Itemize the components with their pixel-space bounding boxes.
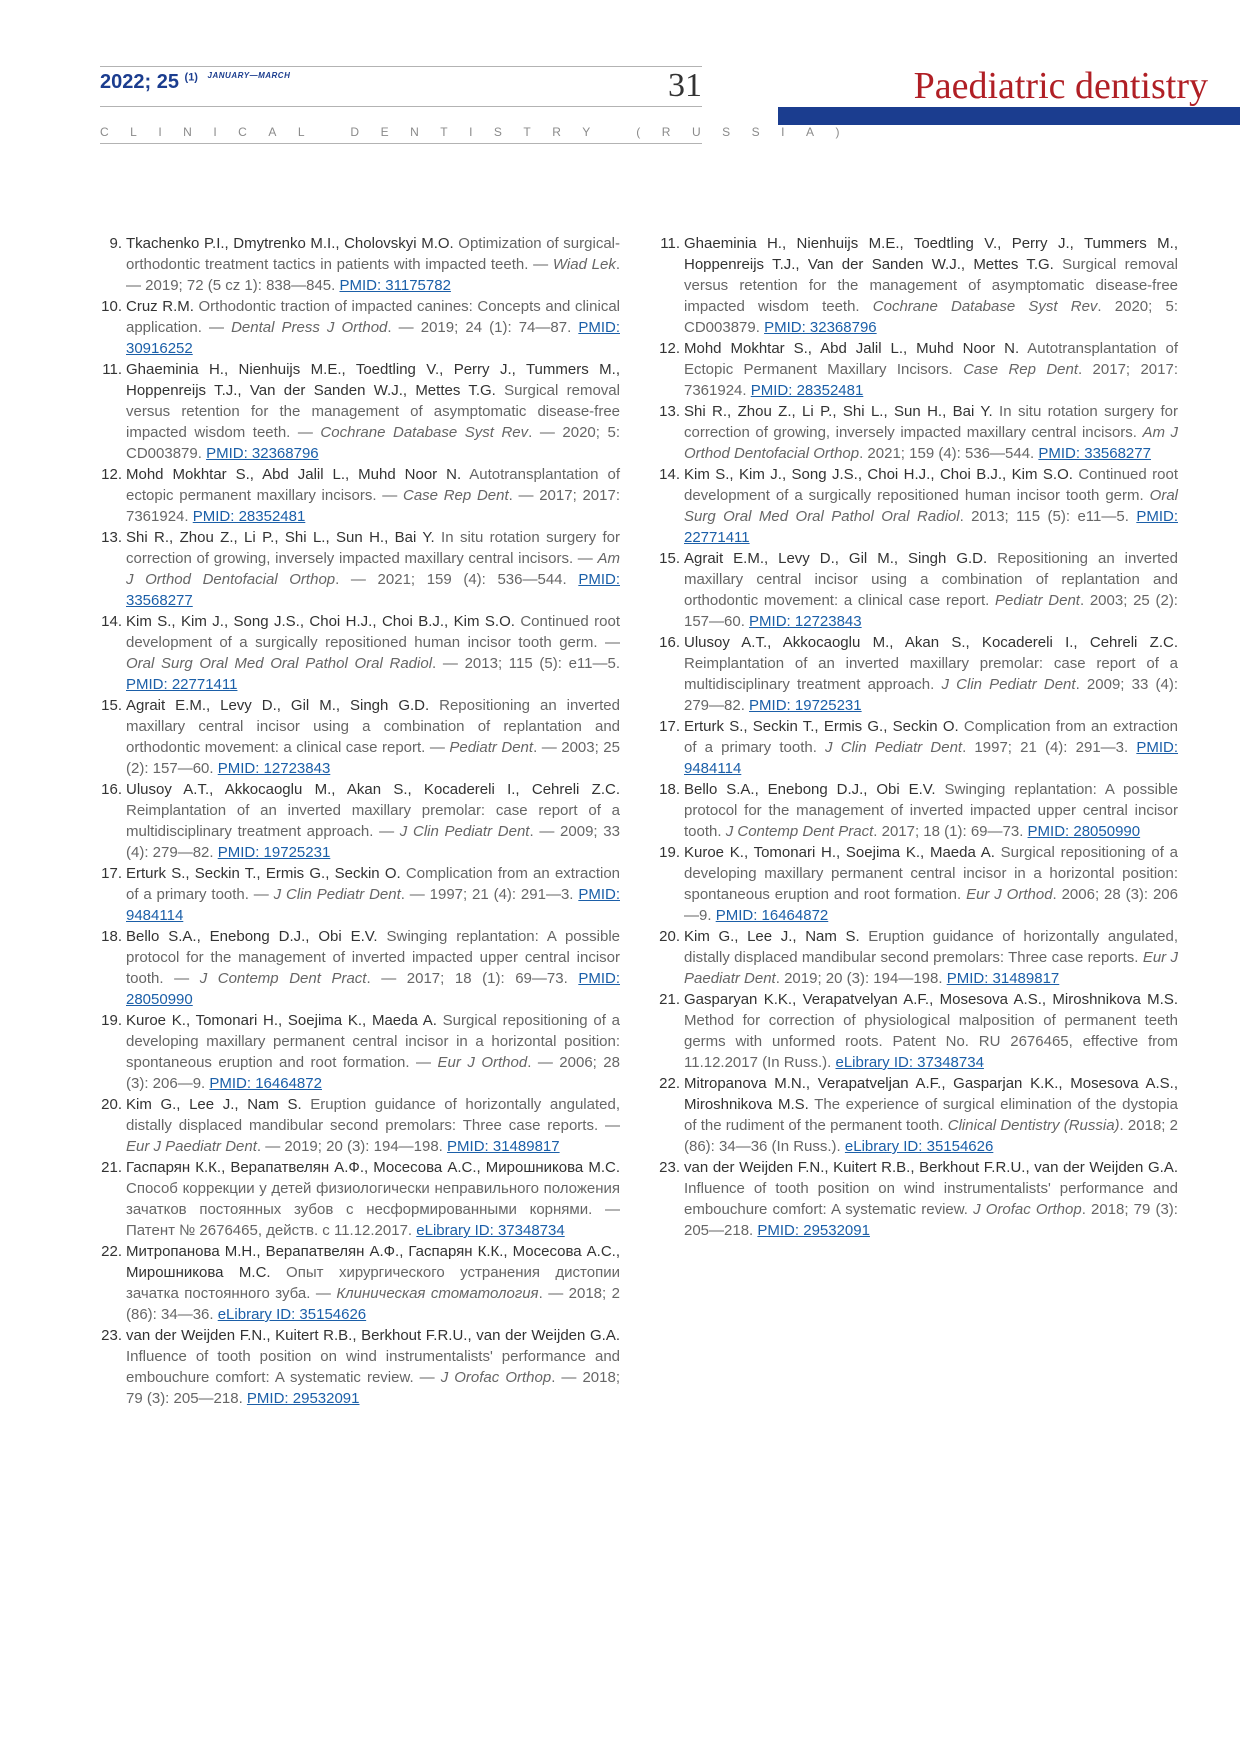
reference-item bbox=[100, 695, 620, 779]
reference-title: Surgical removal versus retention for the management of asymptomatic disease-free impacted wisdom teeth. — bbox=[126, 382, 620, 441]
reference-journal: J Clin Pediatr Dent bbox=[825, 739, 963, 756]
reference-number: 15. bbox=[659, 550, 680, 567]
reference-title: Swinging replantation: A possible protocol for the management of inverted impacted upper central incisor tooth. bbox=[684, 781, 1178, 840]
reference-list-left bbox=[100, 233, 620, 1409]
reference-item bbox=[658, 548, 1178, 632]
reference-authors: Kim G., Lee J., Nam S. bbox=[684, 928, 860, 945]
reference-link[interactable]: PMID: 22771411 bbox=[126, 676, 238, 693]
reference-link[interactable]: PMID: 22771411 bbox=[684, 508, 1178, 546]
reference-link[interactable]: PMID: 31489817 bbox=[447, 1138, 560, 1155]
reference-journal: Eur J Paediatr Dent bbox=[126, 1138, 257, 1155]
reference-link[interactable]: PMID: 33568277 bbox=[126, 571, 620, 609]
reference-link[interactable]: PMID: 31489817 bbox=[946, 970, 1060, 987]
reference-number: 11. bbox=[102, 361, 122, 378]
reference-item bbox=[658, 989, 1178, 1073]
reference-details: . — 2006; 28 (3): 206—9. bbox=[126, 1054, 620, 1092]
reference-details: . 2021; 159 (4): 536—544. bbox=[859, 445, 1039, 462]
reference-number: 21. bbox=[659, 991, 680, 1008]
reference-details: . 1997; 21 (4): 291—3. bbox=[962, 739, 1137, 756]
reference-title: Repositioning an inverted maxillary central incisor using a combination of replantation and orthodontic movement: a clinical case report. bbox=[684, 550, 1178, 609]
reference-journal: J Contemp Dent Pract bbox=[199, 970, 367, 987]
reference-title: Orthodontic traction of impacted canines: Concepts and clinical application. — bbox=[126, 298, 620, 336]
reference-details: . 2003; 25 (2): 157—60. bbox=[684, 592, 1178, 630]
reference-title: In situ rotation surgery for correction of growing, inversely impacted maxillary central incisors. bbox=[684, 403, 1178, 441]
reference-link[interactable]: PMID: 28050990 bbox=[1027, 823, 1141, 840]
reference-details: . — 2019; 20 (3): 194—198. bbox=[256, 1138, 448, 1155]
reference-title: Surgical removal versus retention for the management of asymptomatic disease-free impacted wisdom teeth. bbox=[684, 256, 1178, 315]
year-volume: 2022; 25 bbox=[100, 71, 179, 93]
reference-journal: Clinical Dentistry (Russia) bbox=[947, 1117, 1120, 1134]
reference-journal: Pediatr Dent bbox=[449, 739, 534, 756]
reference-journal: Cochrane Database Syst Rev bbox=[872, 298, 1098, 315]
reference-journal: Cochrane Database Syst Rev bbox=[320, 424, 529, 441]
reference-number: 9. bbox=[109, 235, 122, 252]
reference-title: In situ rotation surgery for correction of growing, inversely impacted maxillary central incisors. — bbox=[126, 529, 620, 567]
reference-title: Способ коррекции у детей физиологически неправильного положения зачатков постоянных зубов с несформированными корнями. — Патент № 2676465, действ. с 11.12.2017. bbox=[126, 1180, 620, 1239]
reference-details: . — 2013; 115 (5): e11—5. bbox=[432, 655, 620, 672]
reference-number: 14. bbox=[101, 613, 122, 630]
reference-number: 11. bbox=[660, 235, 680, 252]
reference-title: Influence of tooth position on wind instrumentalists' performance and embouchure comfort: A systematic review. — bbox=[126, 1348, 620, 1386]
reference-title: Surgical repositioning of a developing maxillary permanent central incisor in a horizontal position: spontaneous eruption and root formation. bbox=[684, 844, 1178, 903]
reference-number: 13. bbox=[101, 529, 122, 546]
reference-details: . 2018; 79 (3): 205—218. bbox=[684, 1201, 1178, 1239]
reference-link[interactable]: PMID: 29532091 bbox=[246, 1390, 360, 1407]
reference-journal: Case Rep Dent bbox=[402, 487, 509, 504]
reference-link[interactable]: PMID: 33568277 bbox=[1038, 445, 1151, 462]
reference-item bbox=[100, 1010, 620, 1094]
reference-item bbox=[658, 1157, 1178, 1241]
reference-authors: Kuroe K., Tomonari H., Soejima K., Maeda A. bbox=[684, 844, 995, 861]
reference-authors: Гаспарян К.К., Верапатвелян А.Ф., Мосесова А.С., Мирошникова М.С. bbox=[126, 1159, 620, 1176]
reference-authors: Ulusoy A.T., Akkocaoglu M., Akan S., Kocadereli I., Cehreli Z.C. bbox=[126, 781, 620, 798]
reference-details: . 2019; 20 (3): 194—198. bbox=[775, 970, 947, 987]
reference-title: The experience of surgical elimination of the dystopia of the rudiment of the permanent tooth. bbox=[684, 1096, 1178, 1134]
reference-authors: Shi R., Zhou Z., Li P., Shi L., Sun H., Bai Y. bbox=[126, 529, 435, 546]
reference-details: . 2013; 115 (5): e11—5. bbox=[959, 508, 1137, 525]
reference-number: 14. bbox=[659, 466, 680, 483]
reference-details: . 2006; 28 (3): 206—9. bbox=[684, 886, 1178, 924]
reference-authors: Tkachenko P.I., Dmytrenko M.I., Cholovskyi M.O. bbox=[126, 235, 454, 252]
reference-number: 17. bbox=[659, 718, 680, 735]
reference-journal: Eur J Paediatr Dent bbox=[684, 949, 1178, 987]
reference-authors: van der Weijden F.N., Kuitert R.B., Berkhout F.R.U., van der Weijden G.A. bbox=[684, 1159, 1178, 1176]
reference-authors: Kim S., Kim J., Song J.S., Choi H.J., Choi B.J., Kim S.O. bbox=[684, 466, 1073, 483]
reference-number: 18. bbox=[659, 781, 680, 798]
reference-link[interactable]: PMID: 28050990 bbox=[126, 970, 620, 1008]
reference-link[interactable]: PMID: 32368796 bbox=[206, 445, 319, 462]
reference-authors: Mitropanova M.N., Verapatveljan A.F., Gasparjan K.K., Mosesova A.S., Miroshnikova M.S. bbox=[684, 1075, 1178, 1113]
reference-details: . — 2017; 2017: 7361924. bbox=[126, 487, 620, 525]
reference-details: . — 2018; 2 (86): 34—36. bbox=[126, 1285, 620, 1323]
issue-info bbox=[100, 64, 700, 94]
reference-title: Reimplantation of an inverted maxillary premolar: case report of a multidisciplinary treatment approach. — bbox=[126, 802, 620, 840]
reference-journal: J Clin Pediatr Dent bbox=[273, 886, 401, 903]
reference-number: 19. bbox=[101, 1012, 122, 1029]
reference-number: 16. bbox=[659, 634, 680, 651]
reference-link[interactable]: PMID: 12723843 bbox=[749, 613, 862, 630]
reference-authors: Bello S.A., Enebong D.J., Obi E.V. bbox=[126, 928, 378, 945]
reference-item bbox=[100, 1325, 620, 1409]
reference-journal: Case Rep Dent bbox=[963, 361, 1079, 378]
reference-authors: Ghaeminia H., Nienhuijs M.E., Toedtling V., Perry J., Tummers M., Hoppenreijs T.J., Van der Sanden W.J., Mettes T.G. bbox=[126, 361, 620, 399]
reference-item bbox=[100, 233, 620, 296]
reference-details: . 2018; 2 (86): 34—36 (In Russ.). bbox=[684, 1117, 1179, 1155]
reference-authors: Erturk S., Seckin T., Ermis G., Seckin O. bbox=[126, 865, 401, 882]
reference-journal: J Contemp Dent Pract bbox=[725, 823, 874, 840]
reference-link[interactable]: PMID: 28352481 bbox=[192, 508, 306, 525]
reference-details: . — 2021; 159 (4): 536—544. bbox=[335, 571, 579, 588]
reference-item bbox=[100, 779, 620, 863]
reference-item bbox=[100, 611, 620, 695]
reference-number: 18. bbox=[101, 928, 122, 945]
reference-details: . 2017; 2017: 7361924. bbox=[684, 361, 1178, 399]
reference-number: 15. bbox=[101, 697, 122, 714]
reference-link[interactable]: eLibrary ID: 37348734 bbox=[835, 1054, 984, 1071]
reference-link[interactable]: PMID: 9484114 bbox=[126, 886, 620, 924]
reference-link[interactable]: PMID: 29532091 bbox=[757, 1222, 870, 1239]
reference-details: . — 2019; 24 (1): 74—87. bbox=[387, 319, 579, 336]
reference-title: Optimization of surgical-orthodontic treatment tactics in patients with impacted teeth. — bbox=[126, 235, 620, 273]
reference-item bbox=[658, 632, 1178, 716]
reference-details: . — 1997; 21 (4): 291—3. bbox=[400, 886, 579, 903]
reference-list-right bbox=[658, 233, 1178, 1241]
reference-number: 16. bbox=[101, 781, 122, 798]
reference-link[interactable]: PMID: 9484114 bbox=[684, 739, 1179, 777]
reference-item bbox=[658, 401, 1178, 464]
reference-title: Influence of tooth position on wind instrumentalists' performance and embouchure comfort: A systematic review. bbox=[684, 1180, 1178, 1218]
reference-item bbox=[658, 338, 1178, 401]
reference-details: . — 2019; 72 (5 cz 1): 838—845. bbox=[126, 256, 620, 294]
reference-journal: Eur J Orthod bbox=[966, 886, 1053, 903]
reference-journal: Dental Press J Orthod bbox=[231, 319, 388, 336]
reference-link[interactable]: PMID: 32368796 bbox=[764, 319, 877, 336]
reference-item bbox=[100, 1241, 620, 1325]
reference-item bbox=[658, 842, 1178, 926]
reference-title: Опыт хирургического устранения дистопии зачатка постоянного зуба. — bbox=[126, 1264, 620, 1302]
reference-link[interactable]: PMID: 16464872 bbox=[715, 907, 829, 924]
reference-link[interactable]: PMID: 19725231 bbox=[217, 844, 331, 861]
reference-details: . 2017; 18 (1): 69—73. bbox=[873, 823, 1028, 840]
reference-journal: J Clin Pediatr Dent bbox=[941, 676, 1076, 693]
reference-item bbox=[100, 1094, 620, 1157]
reference-link[interactable]: eLibrary ID: 35154626 bbox=[217, 1306, 367, 1323]
reference-number: 20. bbox=[101, 1096, 122, 1113]
reference-title: Autotransplantation of ectopic permanent maxillary incisors. — bbox=[126, 466, 620, 504]
reference-number: 12. bbox=[101, 466, 122, 483]
reference-details: . 2020; 5: CD003879. bbox=[684, 298, 1178, 336]
reference-title: Repositioning an inverted maxillary central incisor using a combination of replantation and orthodontic movement: a clinical case report. — bbox=[126, 697, 620, 756]
reference-authors: Erturk S., Seckin T., Ermis G., Seckin O. bbox=[684, 718, 959, 735]
reference-item bbox=[100, 863, 620, 926]
reference-authors: Kim G., Lee J., Nam S. bbox=[126, 1096, 302, 1113]
reference-details: . — 2003; 25 (2): 157—60. bbox=[126, 739, 620, 777]
reference-authors: Mohd Mokhtar S., Abd Jalil L., Muhd Noor N. bbox=[126, 466, 462, 483]
reference-journal: Клиническая стоматология bbox=[336, 1285, 539, 1302]
reference-item bbox=[658, 926, 1178, 989]
reference-details: . — 2017; 18 (1): 69—73. bbox=[366, 970, 579, 987]
reference-authors: Митропанова М.Н., Верапатвелян А.Ф., Гаспарян К.К., Мосесова А.С., Мирошникова М.С. bbox=[126, 1243, 620, 1281]
reference-journal: Pediatr Dent bbox=[995, 592, 1080, 609]
reference-authors: Cruz R.M. bbox=[126, 298, 194, 315]
reference-link[interactable]: PMID: 31175782 bbox=[339, 277, 451, 294]
reference-number: 22. bbox=[659, 1075, 680, 1092]
reference-details: . — 2020; 5: CD003879. bbox=[126, 424, 620, 462]
reference-title: Autotransplantation of Ectopic Permanent Maxillary Incisors. bbox=[684, 340, 1178, 378]
reference-details: . — 2018; 79 (3): 205—218. bbox=[126, 1369, 620, 1407]
reference-link[interactable]: eLibrary ID: 35154626 bbox=[844, 1138, 994, 1155]
reference-number: 21. bbox=[101, 1159, 122, 1176]
reference-item bbox=[100, 527, 620, 611]
reference-journal: Oral Surg Oral Med Oral Pathol Oral Radiol bbox=[684, 487, 1178, 525]
reference-journal: J Orofac Orthop bbox=[973, 1201, 1082, 1218]
reference-authors: Kim S., Kim J., Song J.S., Choi H.J., Choi B.J., Kim S.O. bbox=[126, 613, 515, 630]
reference-authors: Ghaeminia H., Nienhuijs M.E., Toedtling V., Perry J., Tummers M., Hoppenreijs T.J., Van der Sanden W.J., Mettes T.G. bbox=[684, 235, 1178, 273]
reference-journal: Am J Orthod Dentofacial Orthop bbox=[684, 424, 1179, 462]
reference-number: 20. bbox=[659, 928, 680, 945]
header-bottom-rule bbox=[100, 143, 702, 144]
journal-name bbox=[100, 124, 861, 140]
reference-journal: Wiad Lek bbox=[552, 256, 616, 273]
reference-item bbox=[100, 296, 620, 359]
reference-journal: J Orofac Orthop bbox=[440, 1369, 552, 1386]
reference-title: Eruption guidance of horizontally angulated, distally displaced mandibular second premolars: Three case reports. — bbox=[126, 1096, 620, 1134]
reference-authors: Gasparyan K.K., Verapatvelyan A.F., Mosesova A.S., Miroshnikova M.S. bbox=[684, 991, 1178, 1008]
reference-item bbox=[658, 233, 1178, 338]
reference-item bbox=[100, 1157, 620, 1241]
reference-number: 17. bbox=[101, 865, 122, 882]
reference-authors: Ulusoy A.T., Akkocaoglu M., Akan S., Kocadereli I., Cehreli Z.C. bbox=[684, 634, 1178, 651]
reference-title: Swinging replantation: A possible protocol for the management of inverted impacted upper central incisor tooth. — bbox=[126, 928, 620, 987]
section-accent-bar bbox=[778, 107, 1240, 125]
reference-title: Complication from an extraction of a primary tooth. bbox=[684, 718, 1178, 756]
references-left-column bbox=[100, 233, 620, 1409]
reference-number: 22. bbox=[101, 1243, 122, 1260]
reference-title: Complication from an extraction of a primary tooth. — bbox=[126, 865, 620, 903]
reference-item bbox=[658, 1073, 1178, 1157]
reference-title: Continued root development of a surgically repositioned human incisor tooth germ. bbox=[684, 466, 1178, 504]
reference-details: . 2009; 33 (4): 279—82. bbox=[684, 676, 1178, 714]
reference-link[interactable]: PMID: 28352481 bbox=[750, 382, 864, 399]
reference-details: . — 2009; 33 (4): 279—82. bbox=[126, 823, 620, 861]
section-title: Paediatric dentistry bbox=[913, 65, 1208, 107]
reference-authors: Mohd Mokhtar S., Abd Jalil L., Muhd Noor N. bbox=[684, 340, 1020, 357]
reference-authors: Bello S.A., Enebong D.J., Obi E.V. bbox=[684, 781, 936, 798]
reference-title: Eruption guidance of horizontally angulated, distally displaced mandibular second premolars: Three case reports. bbox=[684, 928, 1178, 966]
reference-journal: Eur J Orthod bbox=[437, 1054, 528, 1071]
page-number: 31 bbox=[668, 67, 702, 104]
reference-link[interactable]: eLibrary ID: 37348734 bbox=[416, 1222, 565, 1239]
reference-number: 10. bbox=[101, 298, 122, 315]
reference-title: Surgical repositioning of a developing maxillary permanent central incisor in a horizontal position: spontaneous eruption and root formation. — bbox=[126, 1012, 620, 1071]
reference-link[interactable]: PMID: 12723843 bbox=[217, 760, 331, 777]
reference-journal: Oral Surg Oral Med Oral Pathol Oral Radiol bbox=[126, 655, 433, 672]
reference-link[interactable]: PMID: 16464872 bbox=[209, 1075, 322, 1092]
reference-item bbox=[100, 359, 620, 464]
reference-number: 12. bbox=[659, 340, 680, 357]
reference-item bbox=[658, 464, 1178, 548]
reference-item bbox=[658, 716, 1178, 779]
reference-link[interactable]: PMID: 19725231 bbox=[749, 697, 862, 714]
journal-name-text: CLINICAL DENTISTRY (RUSSIA) bbox=[100, 125, 861, 139]
reference-authors: Agrait E.M., Levy D., Gil M., Singh G.D. bbox=[126, 697, 430, 714]
reference-link[interactable]: PMID: 30916252 bbox=[126, 319, 620, 357]
reference-authors: Agrait E.M., Levy D., Gil M., Singh G.D. bbox=[684, 550, 988, 567]
reference-number: 13. bbox=[659, 403, 680, 420]
header-mid-rule bbox=[100, 106, 702, 107]
reference-number: 23. bbox=[101, 1327, 122, 1344]
reference-title: Method for correction of physiological malposition of permanent teeth germs with unformed roots. Patent No. RU 2676465, effective from 11.12.2017 (In Russ.). bbox=[684, 1012, 1178, 1071]
reference-authors: Kuroe K., Tomonari H., Soejima K., Maeda A. bbox=[126, 1012, 437, 1029]
reference-item bbox=[100, 464, 620, 527]
issue-number: (1) bbox=[184, 71, 198, 84]
issue-months: JANUARY—MARCH bbox=[207, 71, 291, 80]
reference-title: Continued root development of a surgically repositioned human incisor tooth germ. — bbox=[126, 613, 620, 651]
reference-item bbox=[658, 779, 1178, 842]
reference-journal: Am J Orthod Dentofacial Orthop bbox=[126, 550, 620, 588]
reference-journal: J Clin Pediatr Dent bbox=[399, 823, 530, 840]
reference-number: 23. bbox=[659, 1159, 680, 1176]
reference-title: Reimplantation of an inverted maxillary premolar: case report of a multidisciplinary treatment approach. bbox=[684, 655, 1178, 693]
reference-item bbox=[100, 926, 620, 1010]
reference-authors: van der Weijden F.N., Kuitert R.B., Berkhout F.R.U., van der Weijden G.A. bbox=[126, 1327, 620, 1344]
reference-number: 19. bbox=[659, 844, 680, 861]
references-right-column bbox=[658, 233, 1178, 1241]
reference-authors: Shi R., Zhou Z., Li P., Shi L., Sun H., Bai Y. bbox=[684, 403, 993, 420]
